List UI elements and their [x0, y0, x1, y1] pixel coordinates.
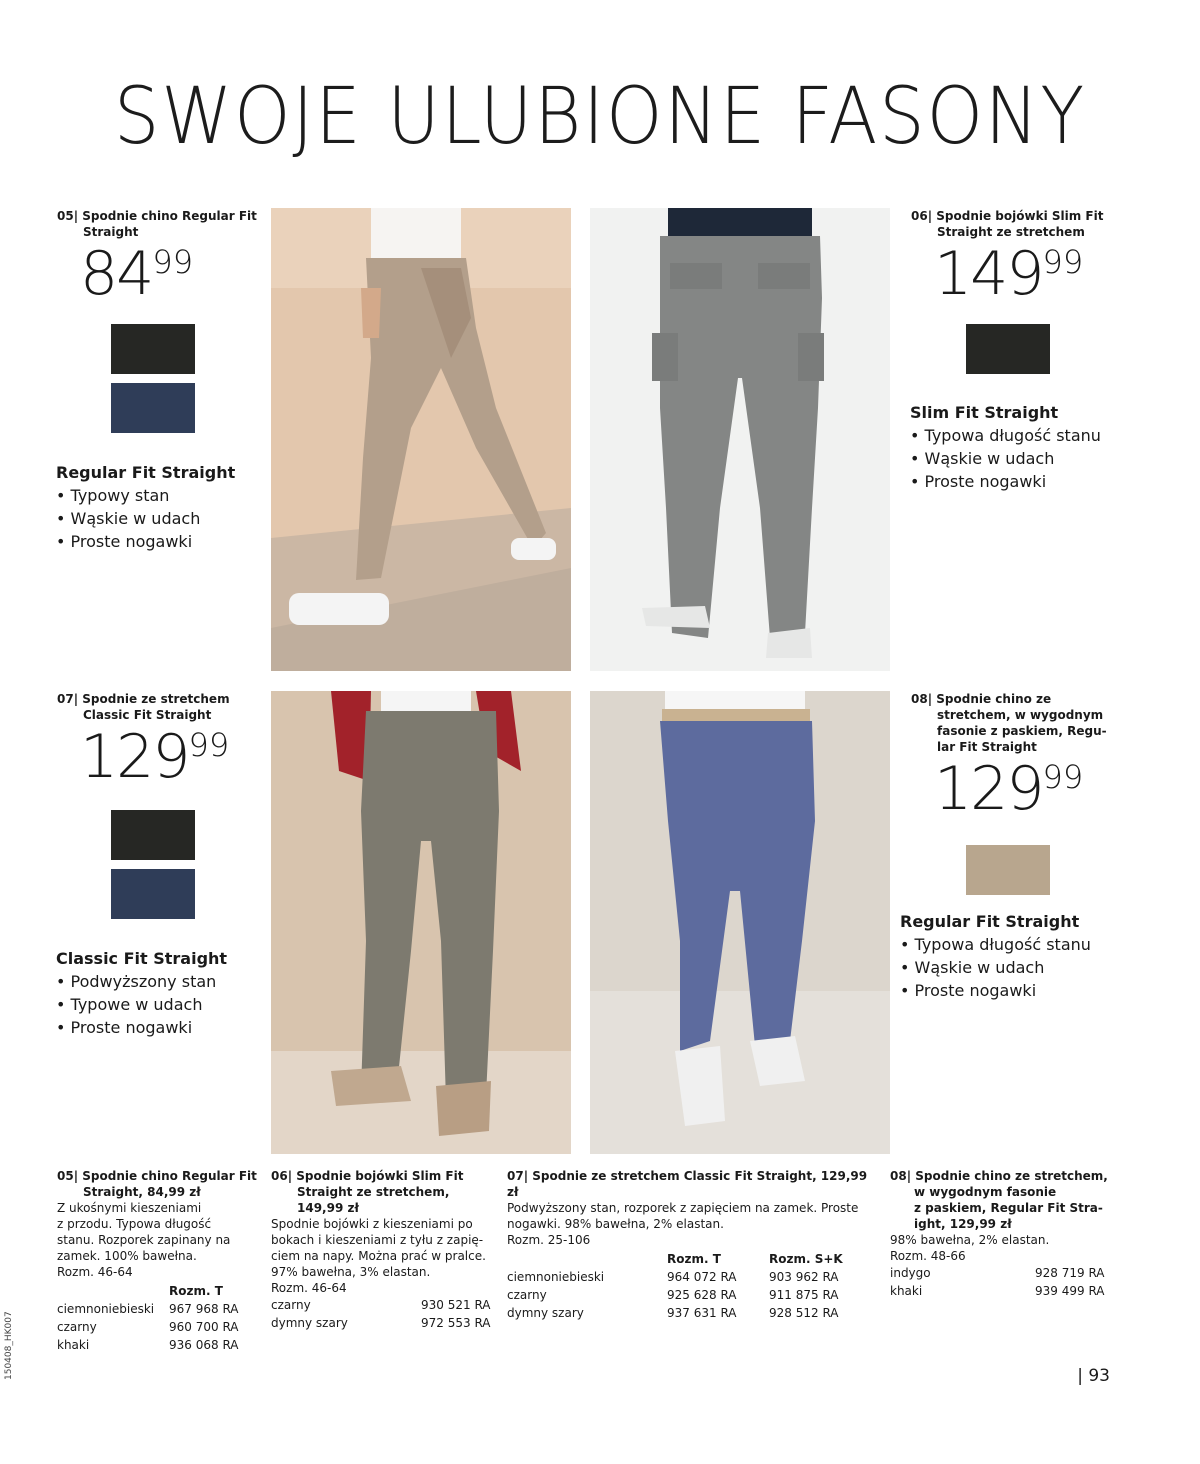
table-row: czarny 925 628 RA 911 875 RA	[507, 1288, 839, 1302]
swatch-navy[interactable]	[111, 383, 195, 433]
catalog-code: 150408_HK007	[4, 1311, 14, 1380]
product-06-price: 14999	[934, 239, 1084, 309]
table-row: dymny szary 972 553 RA	[271, 1316, 491, 1330]
swatch-black[interactable]	[966, 324, 1050, 374]
product-05-label: 05| Spodnie chino Regular Fit Straight	[57, 209, 257, 239]
fit-title: Classic Fit Straight	[56, 949, 228, 968]
product-05-photo[interactable]	[271, 208, 571, 671]
product-07-label: 07| Spodnie ze stretchem Classic Fit Straight	[57, 692, 230, 722]
product-08-photo[interactable]	[590, 691, 890, 1154]
product-06-label: 06| Spodnie bojówki Slim Fit Straight ze stretchem	[911, 209, 1104, 239]
fit-feature: • Typowa długość stanu	[910, 424, 1130, 447]
detail-06: 06| Spodnie bojówki Slim Fit Straight ze stretchem, 149,99 zł Spodnie bojówki z kieszeniami po bokach i kieszeniami z tyłu z zapię- ciem na napy. Można prać w pralce. 97% bawełna, 3% elastan. Rozm. 46-64 czarny 930 521 RA dymny szary 972 553 RA	[271, 1169, 491, 1330]
product-07-fit	[56, 948, 266, 1039]
table-row: czarny 930 521 RA	[271, 1298, 491, 1312]
table-row: dymny szary 937 631 RA 928 512 RA	[507, 1306, 839, 1320]
page-headline: SWOJE ULUBIONE FASONY	[113, 72, 1087, 162]
fit-title: Slim Fit Straight	[910, 403, 1059, 422]
product-07-photo[interactable]	[271, 691, 571, 1154]
fit-feature: • Proste nogawki	[910, 470, 1130, 493]
table-row: khaki 936 068 RA	[57, 1338, 239, 1352]
fit-feature: • Proste nogawki	[900, 979, 1130, 1002]
swatch-khaki[interactable]	[966, 845, 1050, 895]
detail-05: 05| Spodnie chino Regular Fit Straight, 84,99 zł Z ukośnymi kieszeniami z przodu. Typowa długość stanu. Rozporek zapinany na zamek. 100% bawełna. Rozm. 46-64 Rozm. T ciemnoniebieski 967 968 RA czarny 960 700 RA khaki 936 068 RA	[57, 1169, 257, 1352]
fit-feature: • Typowa długość stanu	[900, 933, 1130, 956]
fit-title: Regular Fit Straight	[900, 912, 1080, 931]
swatch-navy[interactable]	[111, 869, 195, 919]
fit-title: Regular Fit Straight	[56, 463, 236, 482]
fit-feature: • Proste nogawki	[56, 1016, 266, 1039]
order-table: Rozm. T ciemnoniebieski 967 968 RA czarny 960 700 RA khaki 936 068 RA	[57, 1284, 239, 1352]
product-08-price: 12999	[934, 754, 1084, 824]
order-table	[890, 1264, 1105, 1300]
fit-feature: • Typowe w udach	[56, 993, 266, 1016]
detail-07: 07| Spodnie ze stretchem Classic Fit Straight, 129,99 zł Podwyższony stan, rozporek z zapięciem na zamek. Proste nogawki. 98% bawełna, 2% elastan. Rozm. 25-106 Rozm. T Rozm. S+K ciemnoniebieski 964 072 RA 903 962 RA czarny 925 628 RA 911 875 RA dymny szary 937 631 RA 928 512 RA	[507, 1169, 868, 1320]
order-table	[271, 1296, 491, 1332]
fit-feature: • Proste nogawki	[56, 530, 266, 553]
table-row: indygo 928 719 RA	[890, 1266, 1105, 1280]
table-row: ciemnoniebieski 964 072 RA 903 962 RA	[507, 1270, 839, 1284]
detail-08: 08| Spodnie chino ze stretchem, w wygodnym fasonie z paskiem, Regular Fit Stra- ight, 129,99 zł 98% bawełna, 2% elastan. Rozm. 48-66 indygo 928 719 RA khaki 939 499 RA	[890, 1169, 1108, 1298]
product-08-label: 08| Spodnie chino ze stretchem, w wygodnym fasonie z paskiem, Regu- lar Fit Straight	[911, 692, 1107, 754]
fit-feature: • Typowy stan	[56, 484, 266, 507]
product-05-fit	[56, 462, 266, 553]
fit-feature: • Wąskie w udach	[900, 956, 1130, 979]
page-number: | 93	[1077, 1366, 1110, 1386]
product-05-price: 8499	[80, 239, 194, 309]
fit-feature: • Wąskie w udach	[56, 507, 266, 530]
table-row: khaki 939 499 RA	[890, 1284, 1105, 1298]
fit-feature: • Podwyższony stan	[56, 970, 266, 993]
order-table: Rozm. T Rozm. S+K ciemnoniebieski 964 072 RA 903 962 RA czarny 925 628 RA 911 875 RA dymny szary 937 631 RA 928 512 RA	[507, 1252, 843, 1320]
table-row: ciemnoniebieski 967 968 RA	[57, 1302, 239, 1316]
swatch-black[interactable]	[111, 810, 195, 860]
fit-feature: • Wąskie w udach	[910, 447, 1130, 470]
product-08-fit	[900, 911, 1130, 1002]
product-06-photo[interactable]	[590, 208, 890, 671]
product-07-price: 12999	[80, 722, 230, 792]
product-06-fit	[910, 402, 1130, 493]
table-row: czarny 960 700 RA	[57, 1320, 239, 1334]
swatch-black[interactable]	[111, 324, 195, 374]
